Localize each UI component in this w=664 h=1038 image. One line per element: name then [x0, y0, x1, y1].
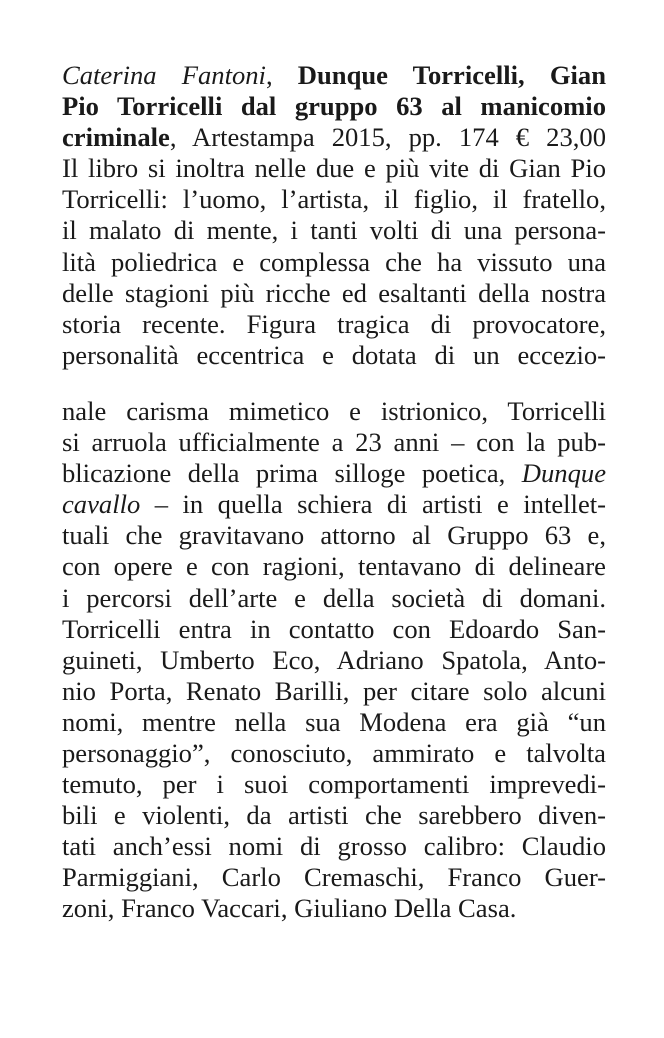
review-text-line — [62, 583, 606, 614]
text-segment: , — [265, 60, 298, 90]
text-segment: Parmiggiani, Carlo Cremaschi, Franco Guer- — [62, 862, 606, 893]
review-text-line — [62, 427, 606, 458]
text-segment: il malato di mente, i tanti volti di una persona- — [62, 215, 606, 246]
text-segment: lità poliedrica e complessa che ha vissuto una — [62, 246, 606, 277]
review-text-line — [62, 340, 606, 371]
text-segment: Torricelli: l’uomo, l’artista, il figlio, il fratello, — [62, 184, 606, 215]
italic-text: Caterina Fantoni — [62, 60, 266, 90]
citation-line — [62, 60, 606, 91]
text-segment: blicazione della prima silloge poetica, — [62, 458, 522, 489]
text-segment: personalità eccentrica e dotata di un eccezio- — [62, 339, 606, 370]
review-text-line — [62, 738, 606, 769]
text-segment: tati anch’essi nomi di grosso calibro: Claudio — [62, 831, 606, 862]
review-text-line — [62, 800, 606, 831]
text-segment: nio Porta, Renato Barilli, per citare solo alcuni — [62, 675, 606, 706]
text-segment: personaggio”, conosciuto, ammirato e talvolta — [62, 737, 606, 768]
book-review — [62, 60, 606, 925]
review-text-line — [62, 309, 606, 340]
text-segment: delle stagioni più ricche ed esaltanti della nostra — [62, 277, 606, 308]
italic-text: Dunque — [521, 458, 606, 489]
italic-text: cavallo — [62, 489, 141, 520]
review-text-line — [62, 862, 606, 893]
text-segment: Torricelli entra in contatto con Edoardo San- — [62, 613, 606, 644]
review-text-line — [62, 215, 606, 246]
review-text-line — [62, 278, 606, 309]
citation-line — [62, 91, 606, 122]
text-segment: Il libro si inoltra nelle due e più vite di Gian Pio — [62, 153, 606, 184]
text-segment: con opere e con ragioni, tentavano di delineare — [62, 551, 606, 582]
text-segment: zoni, Franco Vaccari, Giuliano Della Casa. — [62, 893, 517, 924]
review-text-line — [62, 614, 606, 645]
review-text-line — [62, 676, 606, 707]
review-text-line — [62, 247, 606, 278]
bold-text: Pio Torricelli dal gruppo 63 al manicomio — [62, 91, 606, 122]
text-segment: guineti, Umberto Eco, Adriano Spatola, Anto- — [62, 644, 606, 675]
review-text-line — [62, 707, 606, 738]
bold-text: criminale — [62, 122, 170, 153]
text-segment: nomi, mentre nella sua Modena era già “un — [62, 706, 606, 737]
review-text-line — [62, 489, 606, 520]
review-text-line — [62, 520, 606, 551]
review-first-part — [62, 60, 606, 371]
review-text-line — [62, 645, 606, 676]
text-segment: – in quella schiera di artisti e intellet- — [140, 489, 606, 520]
review-text-line — [62, 551, 606, 582]
bold-text: Dunque Torricelli, Gian — [297, 60, 606, 90]
text-segment: bili e violenti, da artisti che sarebbero diven- — [62, 800, 606, 831]
text-segment: i percorsi dell’arte e della società di domani. — [62, 582, 606, 613]
text-segment: si arruola ufficialmente a 23 anni – con la pub- — [62, 427, 606, 458]
review-text-line — [62, 458, 606, 489]
text-segment: , Artestampa 2015, pp. 174 € 23,00 — [169, 122, 606, 153]
review-second-part — [62, 396, 606, 925]
text-segment: nale carisma mimetico e istrionico, Torricelli — [62, 395, 606, 426]
text-segment: storia recente. Figura tragica di provocatore, — [62, 308, 606, 339]
review-text-line — [62, 153, 606, 184]
review-text-line — [62, 396, 606, 427]
text-segment: temuto, per i suoi comportamenti imprevedi- — [62, 769, 606, 800]
review-text-line — [62, 831, 606, 862]
review-text-line — [62, 769, 606, 800]
citation-line — [62, 122, 606, 153]
review-text-line — [62, 184, 606, 215]
text-segment: tuali che gravitavano attorno al Gruppo 63 e, — [62, 520, 606, 551]
review-text-line — [62, 893, 606, 924]
